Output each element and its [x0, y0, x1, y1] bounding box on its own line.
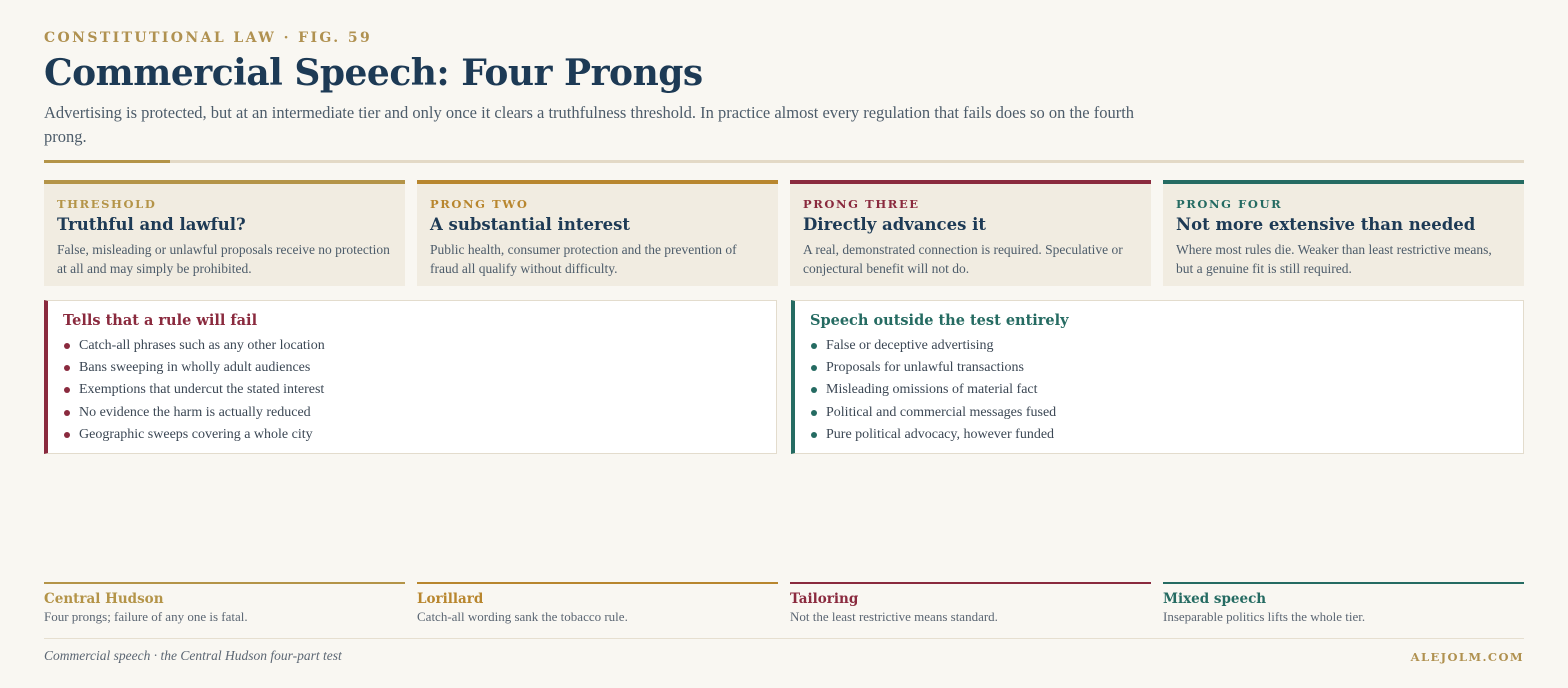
header-rule: [44, 160, 1524, 163]
case-description: Not the least restrictive means standard.: [790, 609, 998, 624]
eyebrow: CONSTITUTIONAL LAW · FIG. 59: [44, 30, 373, 46]
panel-heading: Speech outside the test entirely: [810, 312, 1069, 329]
detail-panels: [44, 300, 1524, 454]
bullet-dot: [64, 387, 70, 393]
list-item: Catch-all phrases such as any other location: [63, 335, 762, 357]
list-item: Misleading omissions of material fact: [810, 379, 1509, 401]
list-item: Geographic sweeps covering a whole city: [63, 424, 762, 446]
prong-card-three: [790, 180, 1151, 286]
header-rule-accent: [44, 160, 170, 163]
prong-kicker: PRONG TWO: [430, 197, 529, 211]
case-name: Lorillard: [417, 591, 484, 607]
list-item: Political and commercial messages fused: [810, 402, 1509, 424]
case-note-central-hudson: [44, 582, 405, 625]
prong-title: Truthful and lawful?: [57, 215, 246, 234]
list-item: Pure political advocacy, however funded: [810, 424, 1509, 446]
case-description: Inseparable politics lifts the whole tier.: [1163, 609, 1366, 624]
bullet-dot: [64, 343, 70, 349]
case-name: Central Hudson: [44, 591, 164, 607]
list-item: Exemptions that undercut the stated interest: [63, 379, 762, 401]
bullet-dot: [64, 432, 70, 438]
bullet-dot: [811, 410, 817, 416]
list-item: False or deceptive advertising: [810, 335, 1509, 357]
footer-site-link[interactable]: ALEJOLM.COM: [1410, 650, 1524, 664]
prong-cards: [44, 180, 1524, 286]
case-note-mixed-speech: [1163, 582, 1524, 625]
case-name: Tailoring: [790, 591, 859, 607]
case-notes: [44, 582, 1524, 632]
bullet-dot: [811, 387, 817, 393]
prong-description: False, misleading or unlawful proposals receive no protection at all and may simply be prohibited.: [57, 242, 390, 276]
case-note-lorillard: [417, 582, 778, 625]
panel-heading: Tells that a rule will fail: [63, 312, 258, 329]
prong-title: Not more extensive than needed: [1176, 215, 1476, 234]
page-title: Commercial Speech: Four Prongs: [44, 52, 703, 94]
prong-kicker: PRONG THREE: [803, 197, 920, 211]
prong-description: A real, demonstrated connection is required. Speculative or conjectural benefit will not do.: [803, 242, 1123, 276]
bullet-dot: [811, 343, 817, 349]
list-item: Bans sweeping in wholly adult audiences: [63, 357, 762, 379]
bullet-dot: [64, 365, 70, 371]
case-description: Four prongs; failure of any one is fatal.: [44, 609, 248, 624]
prong-card-threshold: [44, 180, 405, 286]
prong-kicker: THRESHOLD: [57, 197, 157, 211]
prong-title: A substantial interest: [430, 215, 631, 234]
bullet-dot: [64, 410, 70, 416]
prong-description: Where most rules die. Weaker than least restrictive means, but a genuine fit is still required.: [1176, 242, 1492, 276]
prong-kicker: PRONG FOUR: [1176, 197, 1283, 211]
case-name: Mixed speech: [1163, 591, 1267, 607]
list-item: No evidence the harm is actually reduced: [63, 402, 762, 424]
prong-description: Public health, consumer protection and the prevention of fraud all qualify without difficulty.: [430, 242, 737, 276]
panel-list: [63, 335, 762, 446]
case-description: Catch-all wording sank the tobacco rule.: [417, 609, 628, 624]
prong-card-four: [1163, 180, 1524, 286]
footer-caption: Commercial speech · the Central Hudson four-part test: [44, 648, 342, 663]
prong-title: Directly advances it: [803, 215, 987, 234]
panel-list: [810, 335, 1509, 446]
list-item: Proposals for unlawful transactions: [810, 357, 1509, 379]
panel-outside-test: [791, 300, 1524, 454]
case-note-tailoring: [790, 582, 1151, 625]
bullet-dot: [811, 432, 817, 438]
page: [44, 0, 1524, 688]
page-subtitle: Advertising is protected, but at an intermediate tier and only once it clears a truthfulness threshold. In practice almost every regulation that fails does so on the fourth prong.: [44, 103, 1135, 146]
prong-card-two: [417, 180, 778, 286]
footer-rule: [44, 638, 1524, 639]
panel-failure-tells: [44, 300, 777, 454]
bullet-dot: [811, 365, 817, 371]
